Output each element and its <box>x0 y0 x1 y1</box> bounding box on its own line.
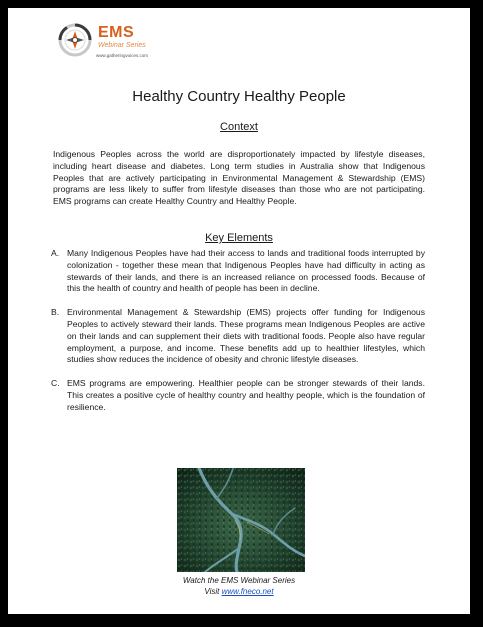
key-elements-heading: Key Elements <box>205 232 273 244</box>
document-page <box>8 8 470 614</box>
list-marker: C. <box>51 378 60 389</box>
footer-visit-line <box>8 586 470 597</box>
forest-photo-graphic <box>177 468 305 572</box>
website-link[interactable]: www.fneco.net <box>221 587 274 596</box>
aerial-forest-river-image <box>177 468 305 572</box>
list-marker: B. <box>51 307 60 318</box>
ems-logo <box>58 23 178 63</box>
list-item-text: Environmental Management & Stewardship (EMS) projects offer funding for Indigenous Peoples to actively steward their lands. These programs mean Indigenous Peoples are active on their lands and can supplement their diets with traditional foods. People also have regular employment, a purpose, and income. These benefits add up to healthier lifestyles, which studies show reduces the incidence of obesity and chronic lifestyle diseases. <box>67 307 425 365</box>
logo-url[interactable]: www.gatheringvoices.com <box>96 53 149 58</box>
footer-cta: Watch the EMS Webinar Series <box>182 576 296 585</box>
context-heading: Context <box>220 121 258 133</box>
context-paragraph: Indigenous Peoples across the world are disproportionately impacted by lifestyle diseases, including heart disease and diabetes. Long term studies in Australia show that Indigenous Peoples that are actively participating in Environmental Management & Stewardship (EMS) programs are less likely to suffer from lifestyle diseases than those who are not participating. EMS programs can create Healthy Country and Healthy People. <box>53 149 425 207</box>
logo-title: EMS <box>98 24 135 41</box>
list-item-text: Many Indigenous Peoples have had their access to lands and traditional foods interrupted by colonization - together these mean that Indigenous Peoples have had difficulty in acting as stewards of their lands, and there is an increased reliance on processed foods. Because of this the health of country and health of people has been in decline. <box>67 248 425 294</box>
visit-label: Visit <box>204 587 220 596</box>
list-item-text: EMS programs are empowering. Healthier people can be stronger stewards of their lands. This creates a positive cycle of healthy country and healthy people, which is the foundation of resilience. <box>67 378 425 412</box>
list-marker: A. <box>51 248 60 258</box>
key-elements-list <box>51 248 425 414</box>
logo-subtitle: Webinar Series <box>98 42 146 49</box>
document-title: Healthy Country Healthy People <box>132 88 346 105</box>
key-element-a <box>51 248 425 295</box>
key-element-b <box>51 307 425 366</box>
compass-logo-icon <box>58 23 92 57</box>
key-element-c <box>51 378 425 413</box>
